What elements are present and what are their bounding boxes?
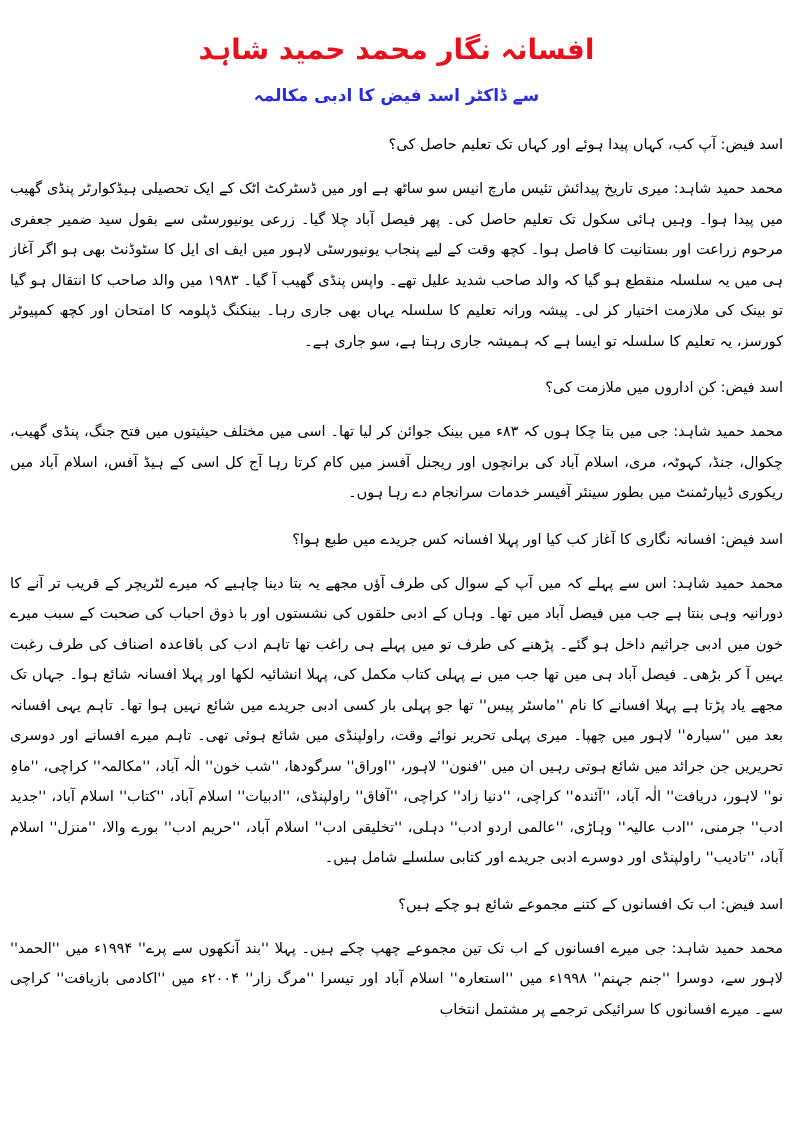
answer-3: محمد حمید شاہد: اس سے پہلے کہ میں آپ کے سوال کی طرف آؤں مجھے یہ بتا دینا چاہیے کہ میرے لٹریچر کے قریب تر آنے کا دورانیہ وہی بنتا ہے جب میں فیصل آباد میں تھا۔ وہاں کے ادبی حلقوں کی نشستوں اور با ذوق احباب کی صحبت کے سبب میرے خون میں ادبی جراثیم داخل ہو گئے۔ پڑھنے کی طرف تو میں پہلے ہی راغب تھا تاہم ادب کی باقاعدہ اصناف کی طرف رغبت یہیں آ کر بڑھی۔ فیصل آباد ہی میں تھا جب میں نے پہلی کتاب مکمل کی، پہلا انشائیہ لکھا اور پہلا افسانہ شائع ہوا۔ جہاں تک مجھے یاد پڑتا ہے پہلا افسانے کا نام ''ماسٹر پیس'' تھا جو پہلی بار کسی ادبی جریدے میں شائع نہیں ہوا تھا۔ تاہم یہی افسانہ بعد میں ''سیارہ'' لاہور میں چھپا۔ میری پہلی تحریر نوائے وقت، راولپنڈی میں شائع ہوئی تھی۔ تاہم میرے افسانے اور دوسری تحریریں جن جرائد میں شائع ہوتی رہیں ان میں ''فنون'' لاہور، ''اوراق'' سرگودھا، ''شب خون'' الٰہ آباد، ''مکالمہ'' کراچی، ''ماہِ نو'' لاہور، دریافت'' الٰہ آباد، ''آئندہ'' کراچی، ''دنیا زاد'' کراچی، ''آفاق'' راولپنڈی، ''ادبیات'' اسلام آباد، ''کتاب'' اسلام آباد، ''جدید ادب'' جرمنی، ''ادب عالیہ'' وہاڑی، ''عالمی اردو ادب'' دہلی، ''تخلیقی ادب'' اسلام آباد، ''حریم ادب'' بورے والا، ''منزل'' اسلام آباد، ''تادیب'' راولپنڈی اور دوسرے ادبی جریدے اور کتابی سلسلے شامل ہیں۔	[10, 575, 783, 866]
question-2: اسد فیض: کن اداروں میں ملازمت کی؟	[545, 380, 783, 396]
answer-4: محمد حمید شاہد: جی میرے افسانوں کے اب تک تین مجموعے چھپ چکے ہیں۔ پہلا ''بند آنکھوں سے پرے'' ۱۹۹۴ء میں ''الحمد'' لاہور سے، دوسرا ''جنم جہنم'' ۱۹۹۸ء میں ''استعارہ'' اسلام آباد اور تیسرا ''مرگ زار'' ۲۰۰۴ء میں ''اکادمی بازیافت'' کراچی سے۔ میرے افسانوں کا سرائیکی ترجمے پر مشتمل انتخاب	[10, 940, 783, 1018]
page-title: افسانہ نگار محمد حمید شاہد	[198, 33, 595, 66]
question-3: اسد فیض: افسانہ نگاری کا آغاز کب کیا اور پہلا افسانہ کس جریدے میں طبع ہوا؟	[292, 531, 783, 548]
question-1: اسد فیض: آپ کب، کہاں پیدا ہوئے اور کہاں تک تعلیم حاصل کی؟	[388, 137, 783, 153]
page-subtitle: سے ڈاکٹر اسد فیض کا ادبی مکالمہ	[253, 86, 540, 106]
question-4: اسد فیض: اب تک افسانوں کے کتنے مجموعے شائع ہو چکے ہیں؟	[398, 896, 783, 913]
answer-1: محمد حمید شاہد: میری تاریخ پیدائش تئیس مارچ انیس سو ساٹھ ہے اور میں ڈسٹرکٹ اٹک کے ایک تحصیلی ہیڈکوارٹر پنڈی گھیب میں پیدا ہوا۔ وہیں ہائی سکول تک تعلیم حاصل کی۔ پھر فیصل آباد چلا گیا۔ زرعی یونیورسٹی سے بقول سید ضمیر جعفری مرحوم زراعت اور بستانیت کا فاصل ہوا۔ کچھ وقت کے لیے پنجاب یونیورسٹی لاہور میں ایف ای ایل کا سٹوڈنٹ بھی ہو اگر آغاز ہی میں یہ سلسلہ منقطع ہو گیا کہ والد صاحب شدید علیل تھے۔ واپس پنڈی گھیب آ گیا۔ ۱۹۸۳ میں والد صاحب کا انتقال ہو گیا تو بینک کی ملازمت اختیار کر لی۔ پیشہ ورانہ تعلیم کا سلسلہ یہاں بھی جاری رہا۔ بینکنگ ڈپلومہ کا امتحان اور کچھ کمپیوٹر کورسز، یہ تعلیم کا سلسلہ تو ایسا ہے کہ ہمیشہ جاری رہتا ہے، سو جاری ہے۔	[10, 181, 783, 350]
answer-2: محمد حمید شاہد: جی میں بتا چکا ہوں کہ ۸۳ء میں بینک جوائن کر لیا تھا۔ اسی میں مختلف حیثیتوں میں فتح جنگ، پنڈی گھیب، چکوال، جنڈ، کہوٹہ، مری، اسلام آباد کی برانچوں اور ریجنل آفسز میں کام کرتا رہا آج کل اسی کے ہیڈ آفس، اسلام آباد میں ریکوری ڈیپارٹمنٹ میں بطور سینئر آفیسر خدمات سرانجام دے رہا ہوں۔	[10, 424, 783, 501]
